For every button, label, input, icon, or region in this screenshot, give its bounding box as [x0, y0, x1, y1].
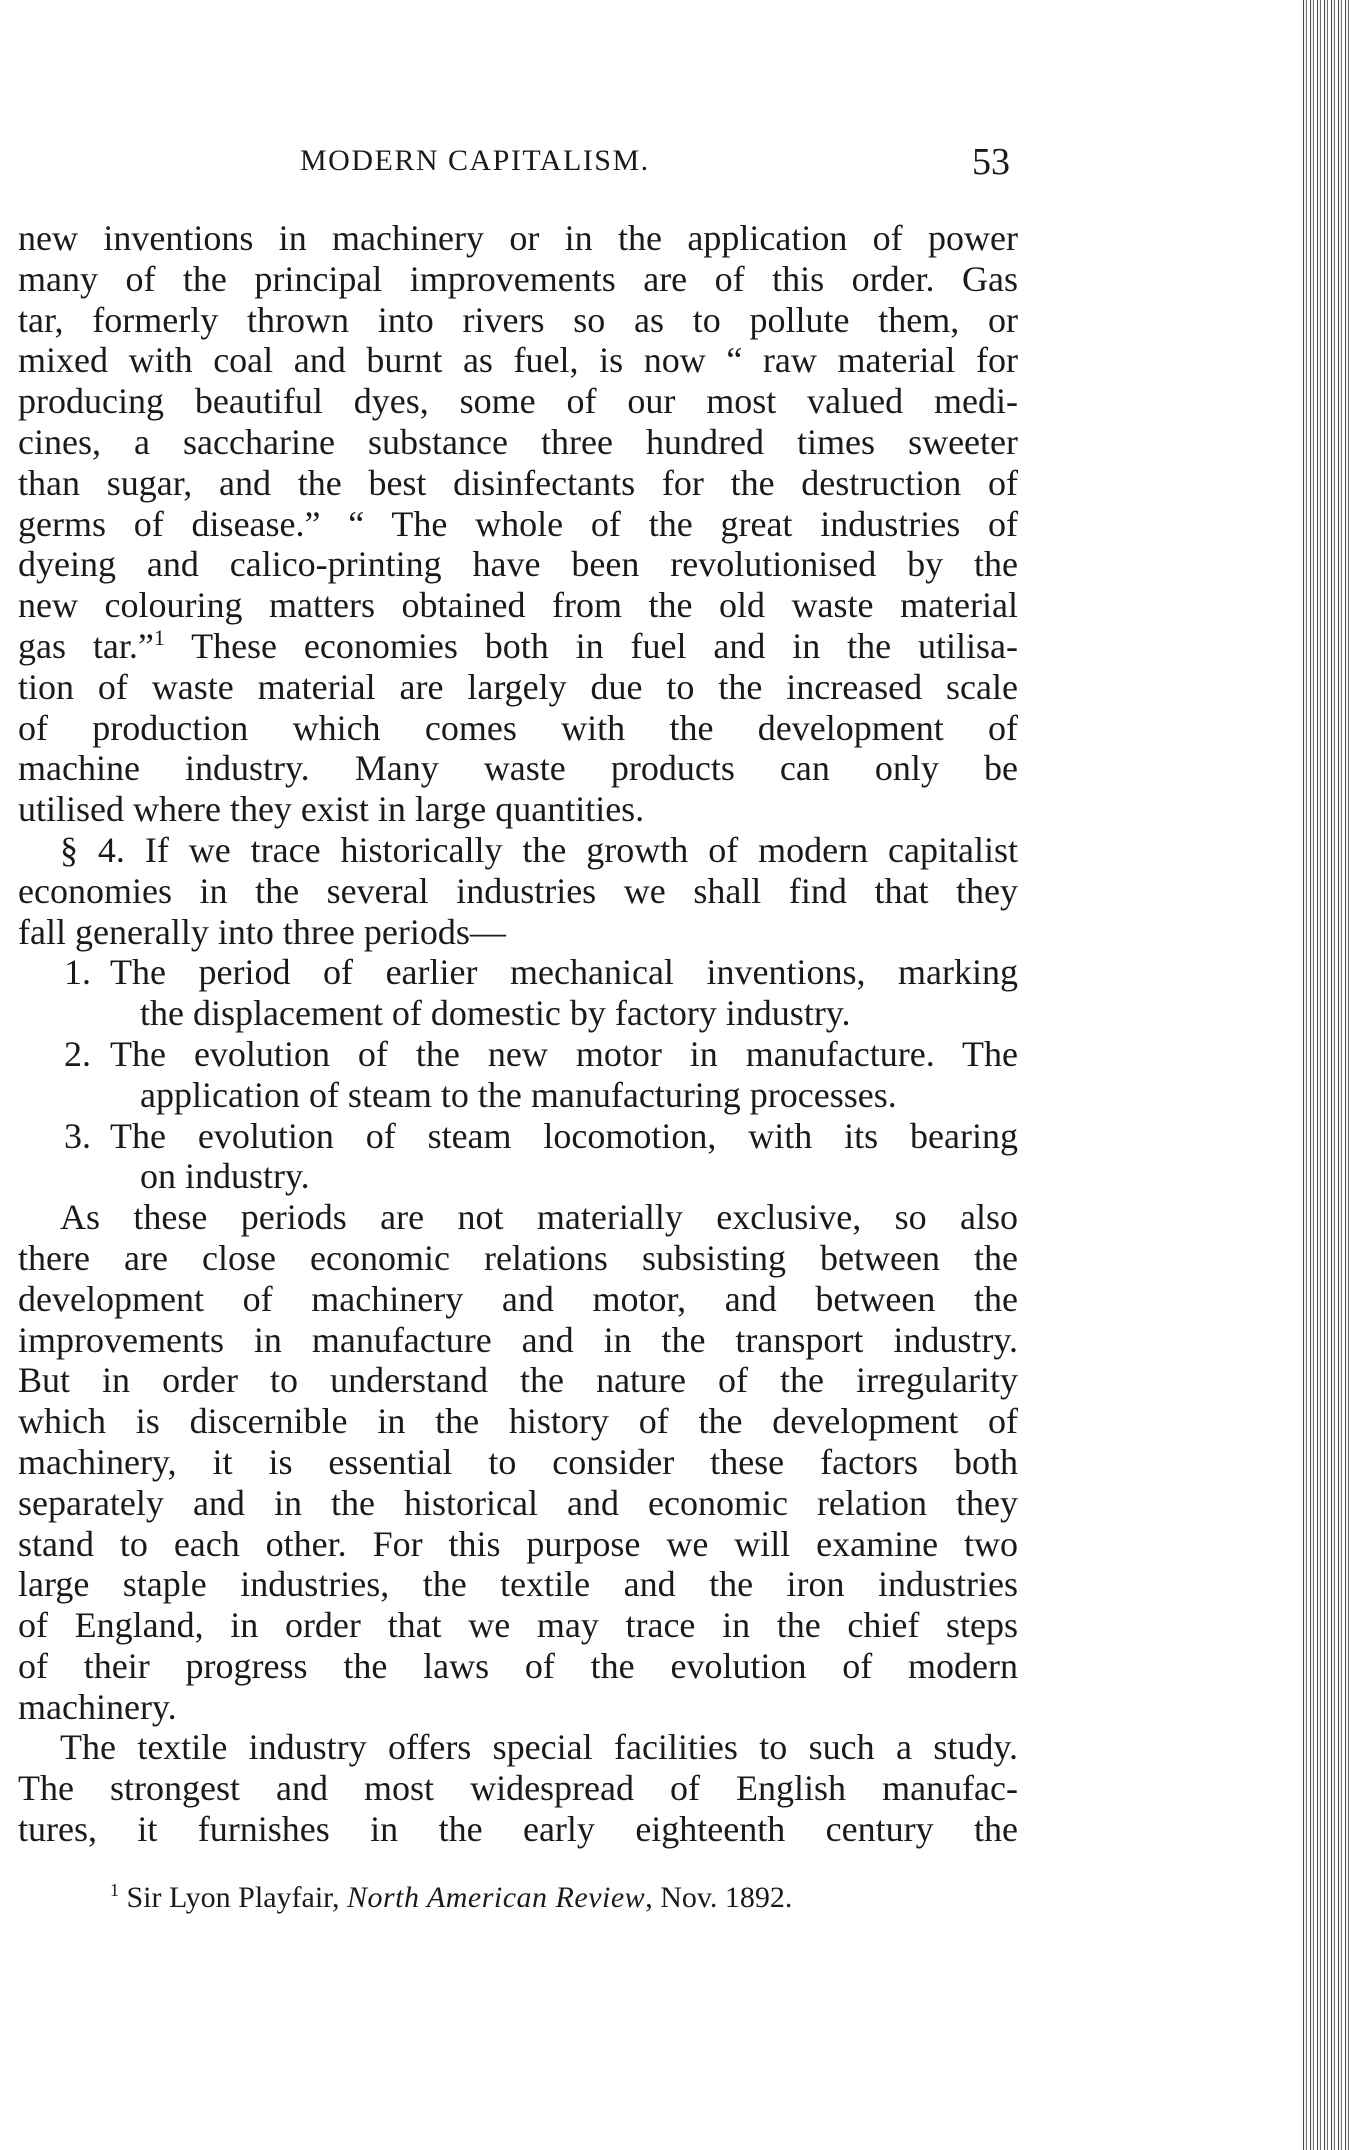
- footnote-marker: 1: [110, 1880, 119, 1900]
- text-line: application of steam to the manufacturing processes.: [140, 1074, 897, 1115]
- text-fragment: gas tar.”: [18, 625, 154, 666]
- text-line: The evolution of steam locomotion, with its bearing: [110, 1115, 1018, 1156]
- text-line: on industry.: [140, 1156, 310, 1197]
- text-line: fall generally into three periods—: [18, 911, 506, 952]
- footnote-journal: North American Review: [346, 1881, 646, 1914]
- paragraph-section-4: [18, 830, 1018, 952]
- page-edge: [1300, 0, 1350, 2150]
- text-line: machine industry. Many waste products can only be: [18, 748, 1018, 789]
- text-line: But in order to understand the nature of the irregularity: [18, 1360, 1018, 1401]
- text-line: machinery.: [18, 1686, 177, 1727]
- paragraph: [18, 1727, 1018, 1849]
- text-line: of their progress the laws of the evolution of modern: [18, 1645, 1018, 1686]
- text-line: As these periods are not materially exclusive, so also: [60, 1197, 1018, 1238]
- list-text: [110, 952, 1018, 1034]
- footnote-reference[interactable]: 1: [153, 624, 165, 650]
- text-line: tar, formerly thrown into rivers so as to pollute them, or: [18, 299, 1018, 340]
- text-line: improvements in manufacture and in the transport industry.: [18, 1319, 1018, 1360]
- list-number: 1.: [64, 952, 91, 993]
- text-line: separately and in the historical and economic relation they: [18, 1482, 1018, 1523]
- text-line: tures, it furnishes in the early eighteenth century the: [18, 1809, 1018, 1850]
- text-line: § 4. If we trace historically the growth of modern capitalist: [60, 829, 1018, 870]
- text-line: producing beautiful dyes, some of our most valued medi-: [18, 381, 1018, 422]
- footnote-author: Sir Lyon Playfair,: [126, 1881, 347, 1914]
- list-item: [18, 1116, 1018, 1198]
- text-line: new inventions in machinery or in the application of power: [18, 218, 1018, 258]
- text-line: of production which comes with the development of: [18, 707, 1018, 748]
- list-number: 3.: [64, 1115, 91, 1156]
- list-item: [18, 1034, 1018, 1116]
- text-line: cines, a saccharine substance three hundred times sweeter: [18, 421, 1018, 462]
- text-line: economies in the several industries we shall find that they: [18, 870, 1018, 911]
- text-line: there are close economic relations subsisting between the: [18, 1237, 1018, 1278]
- footnote-date: , Nov. 1892.: [645, 1881, 793, 1914]
- text-line: The textile industry offers special facilities to such a study.: [60, 1727, 1018, 1768]
- text-line: large staple industries, the textile and the iron industries: [18, 1564, 1018, 1605]
- page-number: 53: [972, 141, 1010, 183]
- paragraph: [18, 218, 1018, 830]
- text-line: which is discernible in the history of the development of: [18, 1401, 1018, 1442]
- list-text: [110, 1034, 1018, 1116]
- paragraph: [18, 1197, 1018, 1727]
- text-fragment: These economies both in fuel and in the utilisa-: [164, 625, 1018, 666]
- body-text: [18, 218, 1018, 1850]
- text-line: [18, 626, 1018, 667]
- text-line: mixed with coal and burnt as fuel, is now “ raw material for: [18, 340, 1018, 381]
- footnote: [110, 1880, 792, 1915]
- text-line: than sugar, and the best disinfectants for the destruction of: [18, 462, 1018, 503]
- text-line: many of the principal improvements are of this order. Gas: [18, 258, 1018, 299]
- list-text: [110, 1116, 1018, 1198]
- text-line: The strongest and most widespread of English manufac-: [18, 1768, 1018, 1809]
- text-line: The period of earlier mechanical inventions, marking: [110, 952, 1018, 993]
- text-line: The evolution of the new motor in manufacture. The: [110, 1033, 1018, 1074]
- text-line: stand to each other. For this purpose we will examine two: [18, 1523, 1018, 1564]
- list-number: 2.: [64, 1033, 91, 1074]
- running-title: MODERN CAPITALISM.: [300, 144, 650, 177]
- text-line: new colouring matters obtained from the old waste material: [18, 585, 1018, 626]
- text-line: the displacement of domestic by factory industry.: [140, 993, 851, 1034]
- text-line: germs of disease.” “ The whole of the great industries of: [18, 503, 1018, 544]
- text-line: development of machinery and motor, and between the: [18, 1278, 1018, 1319]
- list-item: [18, 952, 1018, 1034]
- text-line: utilised where they exist in large quantities.: [18, 789, 645, 830]
- period-list: [18, 952, 1018, 1197]
- text-line: dyeing and calico-printing have been revolutionised by the: [18, 544, 1018, 585]
- text-line: machinery, it is essential to consider these factors both: [18, 1441, 1018, 1482]
- text-line: tion of waste material are largely due to the increased scale: [18, 666, 1018, 707]
- page-header: [300, 140, 1010, 190]
- text-line: of England, in order that we may trace in the chief steps: [18, 1605, 1018, 1646]
